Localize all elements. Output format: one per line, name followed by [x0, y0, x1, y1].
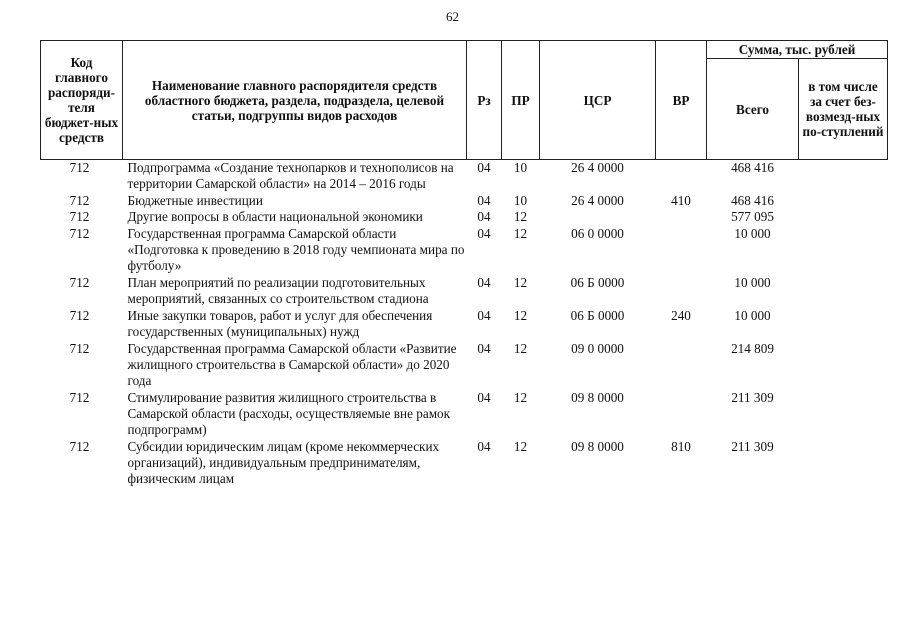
cell-free: [799, 308, 888, 341]
cell-code: 712: [69, 341, 90, 356]
header-vr: ВР: [656, 41, 707, 160]
cell-pr: 12: [513, 275, 528, 290]
cell-free: [799, 160, 888, 194]
page-number: 62: [446, 9, 459, 24]
cell-code: 712: [69, 390, 90, 405]
cell-code: 712: [69, 439, 90, 454]
header-total: Всего: [707, 59, 799, 160]
cell-free: [799, 209, 888, 226]
table-row: [41, 160, 888, 194]
table-row: [41, 209, 888, 226]
cell-csr: [540, 209, 656, 226]
cell-total: 10 000: [734, 275, 771, 290]
cell-csr: 06 Б 0000: [570, 308, 625, 323]
cell-code: 712: [69, 209, 90, 224]
cell-pr: 12: [513, 209, 528, 224]
cell-vr: 240: [671, 308, 691, 323]
cell-free: [799, 439, 888, 488]
cell-rz: 04: [477, 275, 491, 290]
header-pr: ПР: [502, 41, 540, 160]
cell-rz: 04: [477, 209, 491, 224]
cell-total: 10 000: [734, 308, 771, 323]
cell-vr: 410: [671, 193, 691, 208]
cell-name: Подпрограмма «Создание технопарков и технополисов на территории Самарской области» на 2014 – 2016 годы: [127, 160, 454, 191]
cell-vr: [656, 341, 707, 390]
cell-free: [799, 226, 888, 275]
cell-name: Субсидии юридическим лицам (кроме некоммерческих организаций), индивидуальным предпринимателям, физическим лицам: [127, 439, 440, 486]
header-code: Код главного распоряди-теля бюджет-ных средств: [41, 41, 123, 160]
cell-rz: 04: [477, 439, 491, 454]
cell-rz: 04: [477, 308, 491, 323]
cell-total: 214 809: [731, 341, 774, 356]
table-row: [41, 193, 888, 209]
cell-name: План мероприятий по реализации подготовительных мероприятий, связанных со строительством стадиона: [127, 275, 429, 306]
cell-code: 712: [69, 275, 90, 290]
header-rz: Рз: [467, 41, 502, 160]
cell-total: 468 416: [731, 160, 774, 175]
cell-vr: [656, 160, 707, 194]
cell-code: 712: [69, 308, 90, 323]
cell-total: 10 000: [734, 226, 771, 241]
cell-code: 712: [69, 193, 90, 208]
cell-pr: 10: [513, 193, 528, 208]
table-row: [41, 308, 888, 341]
cell-rz: 04: [477, 226, 491, 241]
cell-csr: 26 4 0000: [571, 160, 624, 175]
cell-code: 712: [69, 226, 90, 241]
cell-vr: 810: [671, 439, 691, 454]
cell-name: Государственная программа Самарской области «Подготовка к проведению в 2018 году чемпионата мира по футболу»: [127, 226, 465, 273]
cell-csr: 26 4 0000: [571, 193, 624, 208]
cell-rz: 04: [477, 341, 491, 356]
cell-free: [799, 193, 888, 209]
cell-vr: [656, 209, 707, 226]
cell-total: 211 309: [731, 390, 774, 405]
cell-csr: 06 0 0000: [571, 226, 624, 241]
cell-name: Иные закупки товаров, работ и услуг для обеспечения государственных (муниципальных) нужд: [127, 308, 433, 339]
table-row: [41, 226, 888, 275]
table-body: [41, 160, 888, 489]
table-row: [41, 390, 888, 439]
cell-vr: [656, 226, 707, 275]
cell-pr: 12: [513, 226, 528, 241]
budget-table: [40, 40, 888, 488]
cell-name: Государственная программа Самарской области «Развитие жилищного строительства в Самарской области» до 2020 года: [127, 341, 457, 388]
cell-pr: 12: [513, 390, 528, 405]
cell-code: 712: [69, 160, 90, 175]
table-row: [41, 439, 888, 488]
header-sum: Сумма, тыс. рублей: [707, 41, 888, 59]
cell-rz: 04: [477, 193, 491, 208]
cell-name: Стимулирование развития жилищного строительства в Самарской области (расходы, осуществляемые вне рамок подпрограмм): [127, 390, 451, 437]
cell-name: Бюджетные инвестиции: [127, 193, 263, 208]
cell-vr: [656, 390, 707, 439]
cell-free: [799, 390, 888, 439]
cell-free: [799, 275, 888, 308]
cell-csr: 09 8 0000: [571, 439, 624, 454]
cell-pr: 12: [513, 341, 528, 356]
cell-csr: 06 Б 0000: [570, 275, 625, 290]
cell-csr: 09 8 0000: [571, 390, 624, 405]
header-name: Наименование главного распорядителя средств областного бюджета, раздела, подраздела, целевой статьи, подгруппы видов расходов: [123, 41, 467, 160]
cell-name: Другие вопросы в области национальной экономики: [127, 209, 423, 224]
table-row: [41, 275, 888, 308]
cell-total: 211 309: [731, 439, 774, 454]
cell-pr: 12: [513, 308, 528, 323]
cell-pr: 10: [513, 160, 528, 175]
table-header: [41, 41, 888, 160]
cell-vr: [656, 275, 707, 308]
header-free: в том числе за счет без-возмезд-ных по-ступлений: [799, 59, 888, 160]
cell-rz: 04: [477, 390, 491, 405]
cell-csr: 09 0 0000: [571, 341, 624, 356]
header-csr: ЦСР: [540, 41, 656, 160]
cell-rz: 04: [477, 160, 491, 175]
table-row: [41, 341, 888, 390]
cell-pr: 12: [513, 439, 528, 454]
cell-total: 468 416: [731, 193, 774, 208]
cell-free: [799, 341, 888, 390]
cell-total: 577 095: [731, 209, 774, 224]
